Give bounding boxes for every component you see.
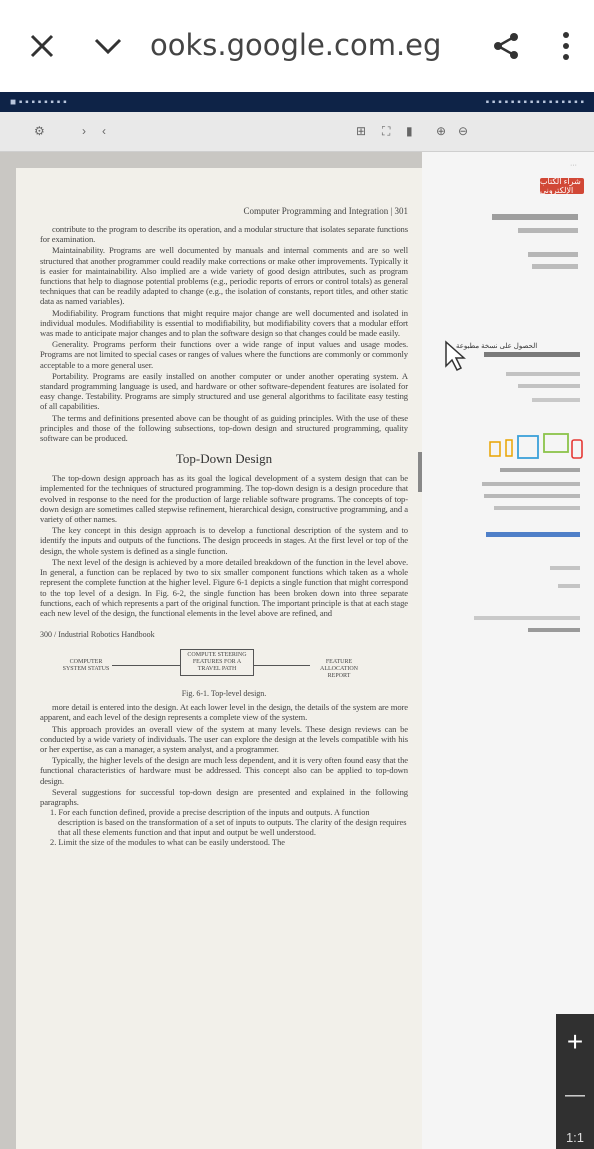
sidebar-text-line — [484, 494, 580, 498]
sidebar-text-line — [482, 482, 580, 486]
zoom-ratio[interactable]: 1:1 — [565, 1130, 585, 1145]
paragraph: Portability. Programs are easily installed on another computer or under another operating system. A standard programming language is used, and hardware or other software-dependent features are isolated for easy change. Testability. Programs are simply structured and use general algorithms to facilitate easy testing of all capabilities. — [40, 370, 408, 412]
sidebar-text-line — [518, 384, 580, 388]
sidebar-top-glyph: ··· — [570, 162, 577, 169]
paragraph: Maintainability. Programs are well documented by manuals and internal comments and are so well structured that another programmer could readily make corrections or make other improvements. Typically it is easier for maintainability. Also implied are a wide variety of good design attributes, such as program functions that help to diagnose potential problems (e.g., periodic reports of errors or control totals) as general techniques that can be readily adapted to change (e.g., the isolation of constants, report titles, and other static data as named variables). — [40, 245, 408, 307]
sidebar-text-line — [528, 628, 580, 632]
fullscreen-icon[interactable]: ⛶ — [382, 124, 391, 138]
paragraph: Several suggestions for successful top-down design are presented and explained in the following paragraphs. — [40, 786, 408, 807]
sidebar-text-line — [494, 506, 580, 510]
bookmark-icon[interactable]: ▮ — [406, 124, 413, 138]
sidebar-text-line — [474, 616, 580, 620]
figure-connector — [246, 665, 316, 666]
sidebar-text-line — [500, 468, 580, 472]
figure-connector — [104, 665, 184, 666]
book-page-area — [0, 152, 422, 1149]
running-head: Computer Programming and Integration | 301 — [243, 206, 408, 216]
running-foot: 300 / Industrial Robotics Handbook — [40, 630, 155, 640]
url-field[interactable]: ooks.google.com.eg — [150, 28, 442, 62]
sidebar-heading — [484, 352, 580, 357]
sidebar-text-line — [550, 566, 580, 570]
figure-center-box: COMPUTE STEERING FEATURES FOR A TRAVEL PATH — [180, 649, 254, 676]
sidebar-text-line — [532, 398, 580, 402]
figure-caption: Fig. 6-1. Top-level design. — [181, 689, 267, 699]
google-nav-left[interactable]: ■ ▪ ▪ ▪ ▪ ▪ ▪ ▪ ▪ — [10, 96, 67, 108]
sidebar-text-line — [528, 252, 578, 257]
list-item: 1. For each function defined, provide a precise description of the inputs and outputs. A function description is based on the transformation of a set of inputs to outputs. The clarity of the design requires that all these elements function and that input and output be well understood. — [50, 808, 407, 838]
sidebar-text-line — [518, 228, 578, 233]
share-icon[interactable] — [486, 26, 526, 66]
device-icons — [488, 432, 584, 467]
paragraph: Generality. Programs perform their functions over a wide range of input values and usage modes. Programs are not limited to special cases or ranges of values where the functions are commonly or commonly acceptable to a more general user. — [40, 339, 408, 370]
zoom-in-icon[interactable]: ⊕ — [436, 124, 447, 138]
close-icon[interactable] — [22, 26, 62, 66]
google-nav-bar — [0, 92, 594, 112]
section-title: Top-Down Design — [175, 451, 273, 467]
sidebar-text-line — [506, 372, 580, 376]
settings-icon[interactable]: ⚙ — [34, 124, 45, 138]
body-text-bottom — [40, 702, 408, 807]
browser-top-bar — [0, 0, 594, 92]
figure-top-level-design — [40, 647, 408, 687]
paragraph: Typically, the higher levels of the design are much less dependent, and it is very often found easy that the functional characteristics of hardware must be addressed. This concept also can be applied to top-down design. — [40, 755, 408, 786]
more-options-icon[interactable] — [546, 26, 586, 66]
paragraph: The top-down design approach has as its goal the logical development of a system design that can be implemented for the techniques of structured programming. The top-down design is a design procedure that evolved in response to the need for the production of large reliable software programs. The concepts of top-down design are sometimes called stepwise refinement, hierarchical design, constructive programming, and a variety of other names. — [40, 473, 408, 525]
figure-left-label: COMPUTER SYSTEM STATUS — [60, 657, 112, 675]
figure-right-label: FEATURE ALLOCATION REPORT — [310, 657, 368, 682]
paragraph: The terms and definitions presented above can be thought of as guiding principles. With the use of these principles and those of the following subsections, top-down design and structured programming, quality software can be produced. — [40, 412, 408, 444]
next-page-icon[interactable]: ‹ — [102, 124, 106, 138]
book-page — [16, 168, 422, 1149]
zoom-out-button[interactable]: — — [565, 1084, 585, 1106]
sidebar-text-line — [558, 584, 580, 588]
right-sidebar — [422, 152, 594, 1149]
body-text-top — [40, 224, 408, 443]
paragraph: more detail is entered into the design. At each lower level in the design, the details of the system are more apparent, and each level of the design represents a complete view of the system. — [40, 702, 408, 723]
chevron-down-icon[interactable] — [88, 26, 128, 66]
paragraph: contribute to the program to describe its operation, and a modular structure that isolates separate functions for examination. — [40, 224, 408, 245]
zoom-out-icon[interactable]: ⊖ — [458, 124, 469, 138]
body-text-mid — [40, 473, 408, 618]
list-item: 2. Limit the size of the modules to what can be easily understood. The — [50, 838, 285, 848]
paragraph: The key concept in this design approach is to develop a functional description of the system and to identify the inputs and outputs of the functions. The design proceeds in stages. At the first level or top of the design, the whole system is defined as a single function. — [40, 525, 408, 556]
buy-ebook-button[interactable]: شراء الكتاب الإلكتروني — [540, 178, 584, 194]
paragraph: Modifiability. Program functions that might require major change are well documented and isolated in individual modules. Modifiability is essential to modifiability, but modifiability covers that a modular effort was made to anticipate major changes and to plan the software design so that changes could be made easily. — [40, 307, 408, 339]
sidebar-link[interactable] — [486, 532, 580, 537]
google-nav-right[interactable]: ▪ ▪ ▪ ▪ ▪ ▪ ▪ ▪ ▪ ▪ ▪ ▪ ▪ ▪ ▪ ▪ — [485, 96, 584, 108]
zoom-controls — [556, 1014, 594, 1149]
paragraph: This approach provides an overall view of the system at many levels. These design reviews can be conducted by a wide variety of individuals. The user can explore the design at the levels compatible with his or her expertise, as can a manager, a system analyst, and a programmer. — [40, 723, 408, 754]
view-mode-icon[interactable]: ⊞ — [356, 124, 367, 138]
paragraph: The next level of the design is achieved by a more detailed breakdown of the function in the level above. In general, a function can be replaced by two to six smaller component functions which taken as a whole represent the complete function at the higher level. Figure 6-1 depicts a single function that might correspond to the top level of a design. In Fig. 6-2, the single function has been broken down into three separate functions, each of which represents a part of the original function. The important principle is that at each stage each new level of the design, the functional elements in the level above are refined, and — [40, 556, 408, 618]
sidebar-text-line — [532, 264, 578, 269]
viewer-toolbar — [0, 112, 594, 152]
zoom-in-button[interactable]: + — [566, 1026, 584, 1057]
sidebar-text-line — [492, 214, 578, 220]
prev-page-icon[interactable]: › — [82, 124, 86, 138]
print-copy-label: الحصول على نسخة مطبوعة — [456, 343, 538, 350]
